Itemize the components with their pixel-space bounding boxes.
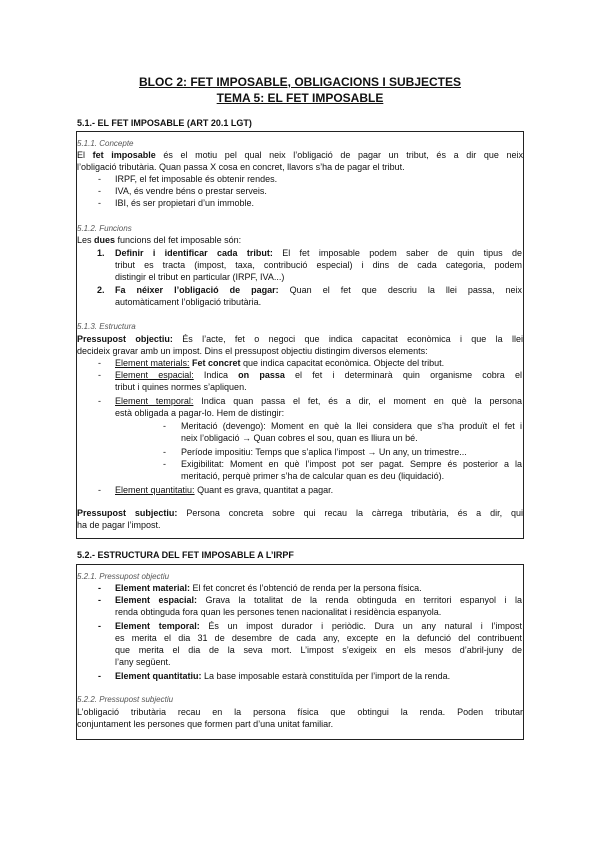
- temporal-subitem-meritacio-line-2: neix l’obligació → Quan cobres el sou, quan es lliura un bé.: [181, 433, 418, 443]
- document-title-tema: TEMA 5: EL FET IMPOSABLE: [216, 91, 384, 105]
- funcions-item-2-line-2: automàticament l’obligació tributària.: [115, 297, 262, 307]
- list-dash: -: [163, 447, 166, 457]
- subsection-estructura-title: 5.1.3. Estructura: [77, 322, 136, 331]
- concepte-line-1: El fet imposable és el motiu pel qual neix l’obligació de pagar un tribut, és a dir que neix: [77, 150, 523, 160]
- section-1-heading: 5.1.- EL FET IMPOSABLE (ART 20.1 LGT): [77, 118, 252, 128]
- element-espacial-line-1: Element espacial: Indica on passa el fet i determinarà quin organisme cobra el: [115, 370, 522, 380]
- funcions-item-2-line-1: Fa néixer l’obligació de pagar: Quan el fet que descriu la llei passa, neix: [115, 285, 522, 295]
- temporal-subitem-exigibilitat-line-2: meritació, perquè primer s’ha de calcular quan es deu (liquidació).: [181, 471, 445, 481]
- pressupost-subjectiu-line-2: ha de pagar l’impost.: [77, 520, 161, 530]
- list-dash: -: [163, 459, 166, 469]
- list-dash: -: [98, 595, 101, 605]
- element-materials: Element materials: Fet concret que indica capacitat econòmica. Objecte del tribut.: [115, 358, 445, 368]
- list-dash: -: [98, 671, 101, 681]
- element-temporal-line-1: Element temporal: Indica quan passa el fet, és a dir, el moment en què la persona: [115, 396, 522, 406]
- element-quantitatiu: Element quantitatiu: Quant es grava, quantitat a pagar.: [115, 485, 334, 495]
- section-2-heading: 5.2.- ESTRUCTURA DEL FET IMPOSABLE A L’IRPF: [77, 550, 294, 560]
- pressupost-objectiu-line-1: Pressupost objectiu: És l’acte, fet o negoci que indica capacitat econòmica i que la llei: [77, 334, 524, 344]
- list-dash: -: [98, 198, 101, 208]
- funcions-item-1-line-1: Definir i identificar cada tribut: El fet imposable podem saber de quin tipus de: [115, 248, 522, 258]
- funcions-item-2-number: 2.: [97, 285, 105, 295]
- element-espacial-line-2: tribut i quines normes s’apliquen.: [115, 382, 247, 392]
- irpf-element-temporal-line-1: Element temporal: És un impost durador i periòdic. Dura un any natural i l’impost: [115, 621, 522, 631]
- subsection-concepte-title: 5.1.1. Concepte: [77, 139, 134, 148]
- funcions-item-1-number: 1.: [97, 248, 105, 258]
- list-item: IRPF, el fet imposable és obtenir rendes.: [115, 174, 278, 184]
- temporal-subitem-exigibilitat-line-1: Exigibilitat: Moment en què l’impost pot ser pagat. Sempre és posterior a la: [181, 459, 522, 469]
- subsection-pressupost-subjectiu-title: 5.2.2. Pressupost subjectiu: [77, 695, 174, 704]
- irpf-subjectiu-line-2: conjuntament les persones que formen part d’una unitat familiar.: [77, 719, 334, 729]
- irpf-subjectiu-line-1: L’obligació tributària recau en la persona física que obtingui la renda. Poden tributar: [77, 707, 523, 717]
- irpf-element-temporal-line-4: l’any següent.: [115, 657, 171, 667]
- list-dash: -: [98, 358, 101, 368]
- element-temporal-line-2: està obligada a pagar-lo. Hem de distingir:: [115, 408, 285, 418]
- irpf-element-espacial-line-1: Element espacial: Grava la totalitat de la renda obtinguda en territori espanyol i la: [115, 595, 522, 605]
- list-item: IVA, és vendre béns o prestar serveis.: [115, 186, 267, 196]
- pressupost-objectiu-line-2: decideix gravar amb un impost. Dins el pressupost objectiu distingim diversos elements:: [77, 346, 428, 356]
- list-dash: -: [163, 421, 166, 431]
- list-dash: -: [98, 485, 101, 495]
- pressupost-subjectiu-line-1: Pressupost subjectiu: Persona concreta sobre qui recau la càrrega tributària, és a dir, qui: [77, 508, 523, 518]
- subsection-funcions-title: 5.1.2. Funcions: [77, 224, 132, 233]
- subsection-pressupost-objectiu-title: 5.2.1. Pressupost objectiu: [77, 572, 170, 581]
- funcions-item-1-line-3: distingir el tribut en particular (IRPF, IVA...): [115, 272, 285, 282]
- temporal-subitem-meritacio-line-1: Meritació (devengo): Moment en què la llei considera que s’ha produït el fet i: [181, 421, 522, 431]
- list-dash: -: [98, 621, 101, 631]
- list-item: IBI, és ser propietari d’un immoble.: [115, 198, 255, 208]
- list-dash: -: [98, 370, 101, 380]
- funcions-item-1-line-2: tribut es tracta (impost, taxa, contribució especial) i dins de cada categoria, podem: [115, 260, 522, 270]
- list-dash: -: [98, 186, 101, 196]
- irpf-element-material: Element material: El fet concret és l’obtenció de renda per la persona física.: [115, 583, 422, 593]
- irpf-element-espacial-line-2: renda obtinguda fora quan les persones tenen nacionalitat i residència espanyola.: [115, 607, 442, 617]
- document-title-bloc: BLOC 2: FET IMPOSABLE, OBLIGACIONS I SUBJECTES: [138, 75, 462, 89]
- list-dash: -: [98, 396, 101, 406]
- irpf-element-temporal-line-2: es merita el dia 31 de desembre de cada any, excepte en la defunció del contribuent: [115, 633, 522, 643]
- concepte-line-2: l’obligació tributària. Quan passa X cosa en concret, llavors s’ha de pagar el tribut.: [77, 162, 405, 172]
- funcions-intro: Les dues funcions del fet imposable són:: [77, 235, 242, 245]
- irpf-element-quantitatiu: Element quantitatiu: La base imposable estarà constituïda per l’import de la renda.: [115, 671, 451, 681]
- list-dash: -: [98, 583, 101, 593]
- temporal-subitem-periode: Període impositiu: Temps que s’aplica l’impost → Un any, un trimestre...: [181, 447, 467, 457]
- list-dash: -: [98, 174, 101, 184]
- irpf-element-temporal-line-3: que merita el dia de la seva mort. L’impost s’exigeix en els mesos d’abril-juny de: [115, 645, 522, 655]
